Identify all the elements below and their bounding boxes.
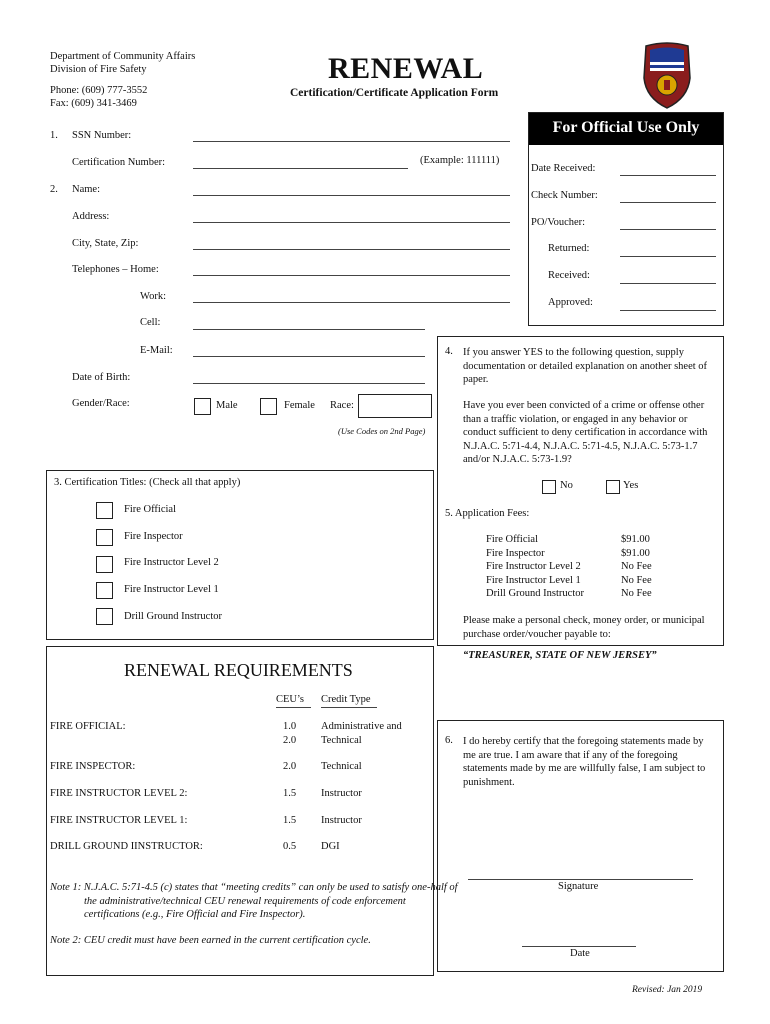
- fee-amount: No Fee: [621, 574, 652, 586]
- fee-title: Drill Ground Instructor: [486, 588, 584, 599]
- official-approved-line: [620, 310, 716, 311]
- certification-statement: I do hereby certify that the foregoing statements made by me are true. I am aware that if any of the foregoing statements made by me are willfully false, I am subject to punishment.: [463, 736, 706, 788]
- conviction-no-checkbox[interactable]: [542, 480, 556, 494]
- official-received-line: [620, 283, 716, 284]
- ssn-field[interactable]: [193, 141, 510, 142]
- cell-phone-label: Cell:: [140, 317, 161, 328]
- payment-instructions: Please make a personal check, money order, or municipal purchase order/voucher payable to:: [463, 615, 705, 640]
- cert-title: Fire Inspector: [124, 531, 183, 542]
- agency-block: [50, 50, 195, 110]
- fire-safety-badge-icon: [638, 40, 696, 110]
- requirements-note-1: Note 1: N.J.A.C. 5:71-4.5 (c) states that “meeting credits” can only be used to satisfy one-half of the administrative/technical CEU renewal requirements of code enforcement certifications (e.g., Fire Official and Fire Inspector).: [50, 882, 458, 920]
- address-field[interactable]: [193, 222, 510, 223]
- cert-title: Fire Instructor Level 1: [124, 584, 219, 595]
- email-field[interactable]: [193, 356, 425, 357]
- req-type: Instructor: [321, 815, 362, 826]
- dob-label: Date of Birth:: [72, 372, 131, 383]
- home-phone-field[interactable]: [193, 275, 510, 276]
- cert-instructor-2-checkbox[interactable]: [96, 556, 113, 573]
- division-name: Division of Fire Safety: [50, 64, 147, 75]
- form-subtitle: Certification/Certificate Application Form: [290, 87, 499, 99]
- fee-amount: $91.00: [621, 534, 650, 545]
- fee-amounts: [621, 533, 652, 601]
- req-type: Instructor: [321, 788, 362, 799]
- req-type: DGI: [321, 841, 340, 852]
- ceu-header-underline: [276, 707, 311, 708]
- official-date-received-line: [620, 175, 716, 176]
- official-use-heading: For Official Use Only: [529, 113, 723, 145]
- female-label: Female: [284, 400, 315, 411]
- credit-type-header-underline: [321, 707, 377, 708]
- req-ceu: 1.5: [283, 815, 297, 826]
- cert-fire-official-checkbox[interactable]: [96, 502, 113, 519]
- official-po-label: PO/Voucher:: [531, 217, 586, 228]
- signature-label: Signature: [558, 881, 599, 892]
- req-ceu: 1.0: [283, 721, 297, 732]
- sec4-question: Have you ever been convicted of a crime or offense other than a traffic violation, or engaged in any behavior or conduct sufficient to deny certification in accordance with N.J.A.C. 5:71-4.4, N.J.A.C. 5:71-4.5, N.J.A.C. 5:73-1.7 and/or N.J.A.C. 5:73-1.9?: [463, 400, 708, 465]
- ssn-label: SSN Number:: [72, 130, 132, 141]
- req-label: FIRE INSPECTOR:: [50, 761, 136, 772]
- cell-phone-field[interactable]: [193, 329, 425, 330]
- cert-title: Fire Instructor Level 2: [124, 557, 219, 568]
- credit-type-column-header: Credit Type: [321, 694, 371, 705]
- gender-race-label: Gender/Race:: [72, 398, 130, 409]
- work-phone-label: Work:: [140, 291, 166, 302]
- requirements-heading: RENEWAL REQUIREMENTS: [124, 660, 353, 680]
- req-ceu: 2.0: [283, 761, 297, 772]
- req-label: FIRE INSTRUCTOR LEVEL 2:: [50, 788, 188, 799]
- cert-fire-inspector-checkbox[interactable]: [96, 529, 113, 546]
- requirements-note-2: Note 2: CEU credit must have been earned in the current certification cycle.: [50, 935, 371, 946]
- fee-titles: [486, 533, 584, 601]
- work-phone-field[interactable]: [193, 302, 510, 303]
- sec1-number: 1.: [50, 130, 58, 141]
- req-ceu: 2.0: [283, 735, 297, 746]
- req-ceu: 1.5: [283, 788, 297, 799]
- dept-name: Department of Community Affairs: [50, 51, 196, 62]
- conviction-yes-checkbox[interactable]: [606, 480, 620, 494]
- req-label: FIRE INSTRUCTOR LEVEL 1:: [50, 815, 188, 826]
- name-label: Name:: [72, 184, 100, 195]
- official-approved-label: Approved:: [548, 297, 593, 308]
- revised-date: Revised: Jan 2019: [632, 985, 703, 995]
- fee-amount: $91.00: [621, 547, 650, 559]
- req-label: DRILL GROUND IINSTRUCTOR:: [50, 841, 203, 852]
- cert-number-example: (Example: 111111): [420, 155, 500, 166]
- signature-field[interactable]: [468, 879, 693, 880]
- name-field[interactable]: [193, 195, 510, 196]
- cert-number-field[interactable]: [193, 168, 408, 169]
- ceu-column-header: CEU’s: [276, 694, 305, 705]
- cert-instructor-1-checkbox[interactable]: [96, 582, 113, 599]
- yes-label: Yes: [623, 480, 639, 491]
- sec2-number: 2.: [50, 184, 58, 195]
- dob-field[interactable]: [193, 383, 425, 384]
- sec4-number: 4.: [445, 346, 453, 357]
- req-label: FIRE OFFICIAL:: [50, 721, 126, 732]
- fax: Fax: (609) 341-3469: [50, 98, 137, 109]
- fee-amount: No Fee: [621, 588, 652, 599]
- city-field[interactable]: [193, 249, 510, 250]
- payee: “TREASURER, STATE OF NEW JERSEY”: [463, 650, 657, 661]
- cert-number-label: Certification Number:: [72, 157, 166, 168]
- sec5-heading: 5. Application Fees:: [445, 508, 530, 519]
- requirements-box: [46, 646, 434, 976]
- cert-drill-ground-checkbox[interactable]: [96, 608, 113, 625]
- no-label: No: [560, 480, 573, 491]
- sec3-heading: 3. Certification Titles: (Check all that apply): [54, 477, 241, 488]
- official-received-label: Received:: [548, 270, 590, 281]
- female-checkbox[interactable]: [260, 398, 277, 415]
- race-label: Race:: [330, 400, 354, 411]
- fee-title: Fire Inspector: [486, 547, 545, 559]
- official-date-received-label: Date Received:: [531, 163, 596, 174]
- official-po-line: [620, 229, 716, 230]
- sec4-instructions: If you answer YES to the following question, supply documentation or detailed explanation on another sheet of paper.: [463, 347, 708, 385]
- date-label: Date: [570, 948, 590, 959]
- fee-amount: No Fee: [621, 561, 652, 572]
- male-label: Male: [216, 400, 238, 411]
- cert-title: Fire Official: [124, 504, 176, 515]
- official-check-number-label: Check Number:: [531, 190, 598, 201]
- req-ceu: 0.5: [283, 841, 297, 852]
- req-type: Technical: [321, 735, 362, 746]
- cert-title: Drill Ground Instructor: [124, 611, 222, 622]
- official-returned-line: [620, 256, 716, 257]
- email-label: E-Mail:: [140, 345, 173, 356]
- race-codes-note: (Use Codes on 2nd Page): [338, 426, 426, 436]
- fee-title: Fire Instructor Level 2: [486, 561, 581, 572]
- official-returned-label: Returned:: [548, 243, 590, 254]
- race-field[interactable]: [358, 394, 432, 418]
- date-field[interactable]: [522, 946, 636, 947]
- fee-title: Fire Official: [486, 534, 538, 545]
- official-check-number-line: [620, 202, 716, 203]
- fee-title: Fire Instructor Level 1: [486, 574, 581, 586]
- city-label: City, State, Zip:: [72, 238, 139, 249]
- req-type: Administrative and: [321, 721, 402, 732]
- sec6-number: 6.: [445, 735, 453, 746]
- address-label: Address:: [72, 211, 110, 222]
- male-checkbox[interactable]: [194, 398, 211, 415]
- form-title: RENEWAL: [328, 52, 484, 85]
- home-phone-label: Telephones – Home:: [72, 264, 159, 275]
- phone: Phone: (609) 777-3552: [50, 85, 148, 96]
- req-type: Technical: [321, 761, 362, 772]
